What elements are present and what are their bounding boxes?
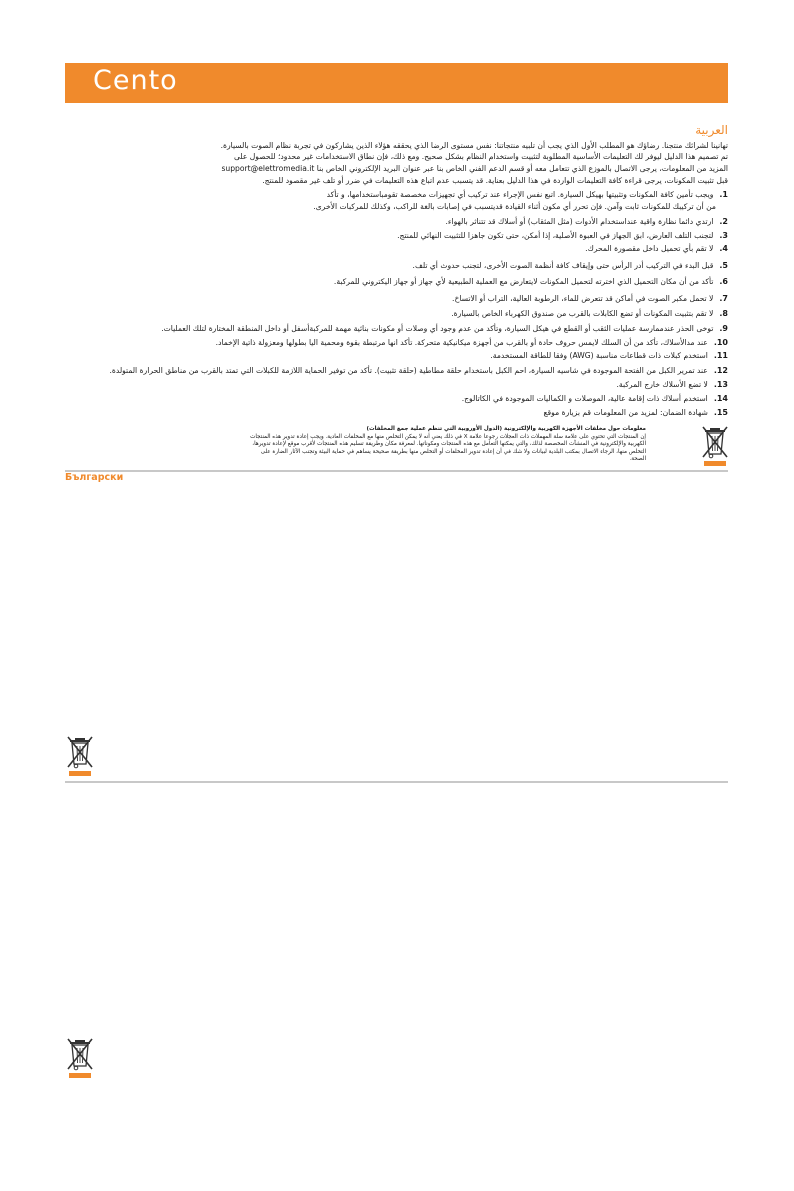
section-divider — [65, 470, 728, 472]
weee-line: إن المنتجات التي تحتوي على علامة سلة المهملات ذات العجلات رجوعا علامة X في ذلك يعني أنه لا يمكن التخلص منها مع المخلفات العادية. ويجب إعادة تدوير هذه المنتجات — [250, 433, 646, 440]
item-text: لتجنب التلف العارض، ابق الجهاز في العبوة الأصلية، إذا أمكن، حتى تكون جاهزا للتثبيت النهائي للمنتج. — [397, 231, 714, 240]
arabic-list-item-continuation: من أن تركيبك للمكونات ثابت وآمن. فإن تحرر أي مكون أثناء القيادة قديتسبب في إصابات بالغة للراكب، وكذلك للمركبات الأخرى. — [313, 202, 716, 211]
brand-logo: Cento — [93, 65, 178, 96]
item-text: تأكد من أن مكان التحميل الذي اخترته لتحميل المكونات لايتعارض مع العملية الطبيعية لأي جهاز أو جهاز اليكتروني للمركبة. — [333, 277, 714, 286]
bulgarian-section-title: Български — [65, 472, 124, 483]
item-text: استخدم أسلاك ذات إقامة عالية، الموصلات و الكماليات الموجودة في الكاتالوج. — [461, 394, 708, 403]
arabic-list-item — [462, 394, 728, 404]
arabic-list-item — [327, 190, 728, 200]
item-number: 11. — [713, 351, 728, 360]
brand-banner — [65, 63, 728, 103]
arabic-list-item — [334, 277, 728, 287]
arabic-list-item — [161, 324, 728, 334]
arabic-intro-line: قبل تثبيت المكونات، يرجى قراءة كافة التعليمات الواردة في هذا الدليل بعناية. قد يتسبب عدم اتباع هذه التعليمات في ضرر أو تلف غير مقصود للمنتج. — [262, 176, 728, 185]
arabic-intro-line: المزيد من المعلومات، يرجى الاتصال بالموزع الذي تتعامل معه أو قسم الدعم الفني الخاص بنا عبر عنوان البريد الإلكتروني الخاص بنا support@elettromedia.it — [221, 164, 728, 173]
weee-title: معلومات حول مخلفات الأجهزة الكهربية والإلكترونية (الدول الأوروبية التي تنظم عملية جمع المخلفات) — [366, 426, 646, 432]
arabic-list-item — [446, 217, 728, 227]
arabic-list-item — [413, 261, 728, 271]
section-divider — [65, 781, 728, 783]
item-text: لا تقم بتثبيت المكونات أو تضع الكابلات بالقرب من صندوق الكهرباء الخاص بالسيارة. — [451, 309, 714, 318]
item-text: لا تقم بأي تحميل داخل مقصورة المحرك. — [585, 244, 714, 253]
item-number: 10. — [713, 338, 728, 347]
arabic-list-item — [216, 338, 728, 348]
arabic-list-item — [544, 408, 728, 418]
arabic-list-item — [490, 351, 728, 361]
crossed-out-bin-icon — [65, 1036, 95, 1080]
arabic-intro-line: تهانينا لشرائك منتجنا. رضاؤك هو المطلب الأول الذي يجب أن تلبيه منتجاتنا: نفس مستوى الرضا الذي يحققه هؤلاء الذين يشاركون في تجربة نظام الصوت بالسيارة. — [220, 141, 728, 150]
weee-notice — [108, 426, 728, 472]
item-number: 8. — [719, 309, 728, 318]
item-number: 3. — [719, 231, 728, 240]
item-text: ويجب تأمين كافة المكونات وتثبيتها بهيكل السيارة. اتبع نفس الإجراء عند تركيب أي تجهيزات مخصصة تقومباستخدامها، و تأكد — [326, 190, 714, 199]
weee-text — [106, 426, 646, 464]
item-number: 12. — [713, 366, 728, 375]
item-number: 6. — [719, 277, 728, 286]
item-text: عند تمرير الكبل من الفتحة الموجودة في شاسيه السيارة، احم الكبل باستخدام حلقة مطاطية (حلقة تثبيت). تأكد من توفير الحماية اللازمة للكبلات التي تمتد بالقرب من مناطق الحرارة المتولدة. — [109, 366, 708, 375]
arabic-section-title: العربية — [695, 123, 728, 137]
arabic-list-item — [397, 231, 728, 241]
arabic-intro-line: تم تصميم هذا الدليل ليوفر لك التعليمات الأساسية المطلوبة لتثبيت واستخدام النظام بشكل صحيح. ومع ذلك، فإن نطاق الاستخدامات غير محدود؛ للحصول على — [233, 152, 728, 161]
item-text: قبل البدء في التركيب أدر الرأس حتى وإيقاف كافة أنظمة الصوت الأخرى، لتجنب حدوث أي تلف. — [412, 261, 714, 270]
item-number: 15. — [713, 408, 728, 417]
arabic-list-item — [451, 309, 728, 319]
item-number: 5. — [719, 261, 728, 270]
item-text: استخدم كبلات ذات قطاعات مناسبة (AWG) وفقا للطاقة المستخدمة. — [490, 351, 708, 360]
item-text: توخى الحذر عندممارسة عمليات الثقب أو القطع في هيكل السيارة، وتأكد من عدم وجود أي وصلات أو مكونات بنائية مهمة للمركبةأسفل أو داخل المنطقة المختارة لتلك العمليات. — [161, 324, 714, 333]
arabic-list-item — [585, 244, 728, 254]
item-text: لا تضع الأسلاك خارج المركبة. — [616, 380, 708, 389]
crossed-out-bin-icon — [65, 734, 95, 778]
item-text: عند مدالأسلاك، تأكد من أن السلك لايمس حروف حادة أو بالقرب من أجهزة ميكانيكية متحركة. تأكد انها مرتبطة بقوة ومحمية اليا بطولها ومعزولة ذاتية الإخماد. — [215, 338, 708, 347]
weee-line: الصحة. — [629, 456, 646, 462]
item-number: 4. — [719, 244, 728, 253]
arabic-list-item — [452, 294, 728, 304]
item-number: 2. — [719, 217, 728, 226]
item-text: شهادة الضمان: لمزيد من المعلومات قم بزيارة موقع — [543, 408, 708, 417]
crossed-out-bin-icon — [700, 424, 730, 468]
item-number: 7. — [719, 294, 728, 303]
weee-line: التخلص منها، الرجاء الاتصال بمكتب البلدية لبيانات ولا شك في أن إعادة تدوير المخلفات أو التخلص منها بطريقة صحيحة يساهم في حماية البيئة وتجنب الآثار الضارة على — [260, 448, 646, 455]
item-number: 1. — [719, 190, 728, 199]
item-number: 9. — [719, 324, 728, 333]
item-number: 14. — [713, 394, 728, 403]
arabic-list-item — [617, 380, 728, 390]
weee-line: الكهربية والإلكترونية في المنشآت المخصصة لذلك، والتي يمكنها التعامل مع هذه المنتجات ومكوناتها. لمعرفة مكان وطريقة تسليم هذه المنتجات لأقرب موقع لإعادة تدويرها، — [252, 441, 646, 447]
arabic-list-item — [109, 366, 728, 376]
item-number: 13. — [713, 380, 728, 389]
item-text: لا تحمل مكبر الصوت في أماكن قد تتعرض للماء، الرطوبة العالية، التراب أو الاتساخ. — [452, 294, 714, 303]
item-text: ارتدي دائما نظارة واقية عنداستخدام الأدوات (مثل المثقاب) أو أسلاك قد تتناثر بالهواء. — [445, 217, 714, 226]
